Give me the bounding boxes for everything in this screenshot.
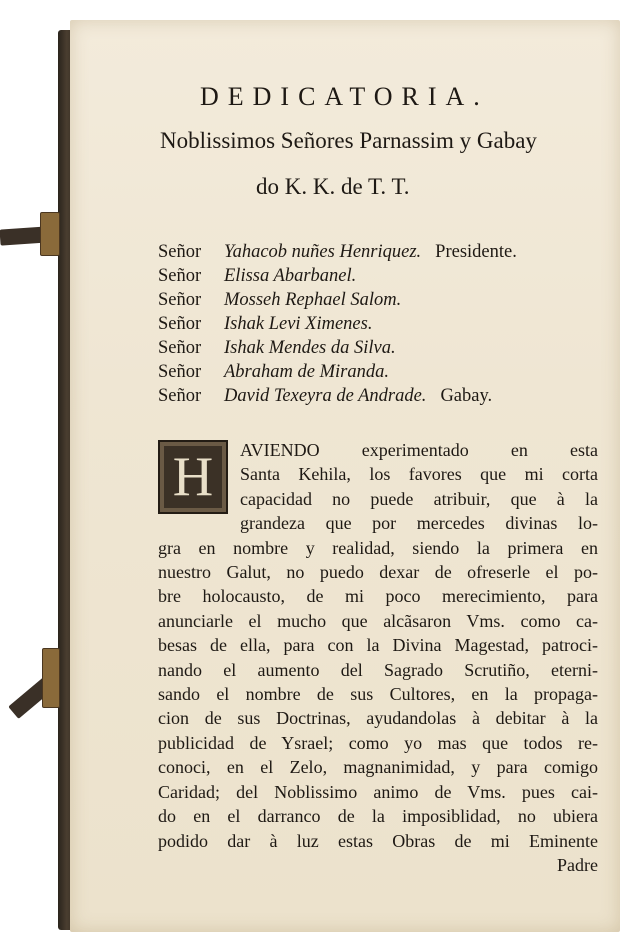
body-line: capacidad no puede atribuir, que à la bbox=[240, 488, 598, 509]
body-line: podido dar à luz estas Obras de mi Eminente bbox=[158, 830, 598, 851]
address-line-2: do K. K. de T. T. bbox=[256, 174, 410, 199]
book-page bbox=[70, 20, 620, 932]
body-line: publicidad de Ysrael; como yo mas que todos re- bbox=[158, 732, 598, 753]
metal-clasp-top bbox=[40, 212, 60, 256]
body-line: AVIENDO experimentado en esta bbox=[240, 440, 598, 460]
dedication-body bbox=[158, 438, 598, 877]
body-line: besas de ella, para con la Divina Magestad, patroci- bbox=[158, 635, 598, 656]
name-row: Señor Yahacob nuñes Henriquez. Presidente. bbox=[158, 242, 517, 262]
body-line: bre holocausto, de mi poco merecimiento, para bbox=[158, 586, 598, 607]
body-line: sando el nombre de sus Cultores, en la propaga- bbox=[158, 684, 598, 705]
name-row: Señor David Texeyra de Andrade. Gabay. bbox=[158, 386, 493, 406]
catchword: Padre bbox=[557, 854, 598, 875]
body-line: nuestro Galut, no puedo dexar de ofreserle el po- bbox=[158, 562, 598, 583]
name-row: Señor Ishak Levi Ximenes. bbox=[158, 314, 373, 334]
body-line: Caridad; del Noblissimo animo de Vms. pues cai- bbox=[158, 781, 598, 802]
body-line: conoci, en el Zelo, magnanimidad, y para comigo bbox=[158, 757, 598, 778]
body-line: gra en nombre y realidad, siendo la primera en bbox=[158, 537, 598, 558]
names-list bbox=[158, 240, 517, 408]
body-line: do en el darranco de la imposiblidad, no ubiera bbox=[158, 806, 598, 827]
name-row: Señor Ishak Mendes da Silva. bbox=[158, 338, 396, 358]
body-line: anunciarle el mucho que alcãsaron Vms. como ca- bbox=[158, 610, 598, 631]
decorated-initial: H bbox=[158, 440, 228, 514]
address-line-1: Noblissimos Señores Parnassim y Gabay bbox=[160, 128, 537, 153]
name-row: Señor Elissa Abarbanel. bbox=[158, 266, 357, 286]
body-line: cion de sus Doctrinas, ayudandolas à debitar à la bbox=[158, 708, 598, 729]
body-line: grandeza que por mercedes divinas lo- bbox=[240, 513, 598, 534]
name-row: Señor Mosseh Rephael Salom. bbox=[158, 290, 402, 310]
metal-clasp-bottom bbox=[42, 648, 60, 708]
body-line: nando el aumento del Sagrado Scrutiño, eterni- bbox=[158, 659, 598, 680]
body-line: Santa Kehila, los favores que mi corta bbox=[240, 464, 598, 485]
page-title: DEDICATORIA. bbox=[200, 82, 489, 111]
name-row: Señor Abraham de Miranda. bbox=[158, 362, 389, 382]
